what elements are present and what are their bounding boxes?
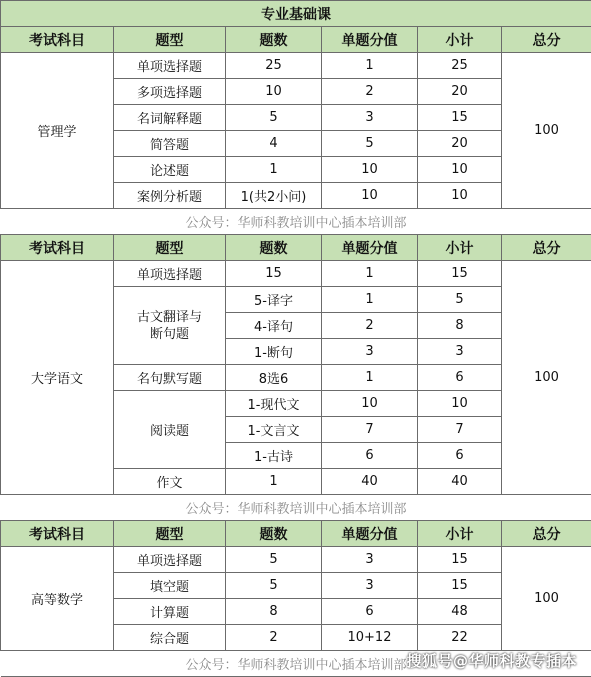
type-cell: 计算题 [114, 599, 226, 625]
subtotal-cell: 20 [418, 131, 502, 157]
subtotal-cell: 25 [418, 53, 502, 79]
notice-row [1, 495, 591, 521]
count-cell: 5 [226, 573, 322, 599]
header-score: 单题分值 [322, 521, 418, 547]
type-cell: 古文翻译与断句题 [114, 287, 226, 365]
subtotal-cell: 7 [418, 417, 502, 443]
notice-text: 公众号：华师科教培训中心插本培训部 [1, 651, 591, 677]
subtotal-cell: 22 [418, 625, 502, 651]
score-cell: 3 [322, 105, 418, 131]
header-row [1, 235, 591, 261]
count-cell: 2 [226, 625, 322, 651]
header-row [1, 521, 591, 547]
subtotal-cell: 6 [418, 443, 502, 469]
count-cell: 1-现代文 [226, 391, 322, 417]
subject-cell: 大学语文 [1, 261, 114, 495]
score-cell: 6 [322, 599, 418, 625]
header-type: 题型 [114, 27, 226, 53]
subtotal-cell: 15 [418, 547, 502, 573]
total-cell: 100 [502, 261, 591, 495]
count-cell: 4 [226, 131, 322, 157]
header-count: 题数 [226, 521, 322, 547]
subtotal-cell: 10 [418, 183, 502, 209]
header-subject: 考试科目 [1, 27, 114, 53]
count-cell: 1-文言文 [226, 417, 322, 443]
count-cell: 8选6 [226, 365, 322, 391]
header-subject: 考试科目 [1, 235, 114, 261]
header-row [1, 27, 591, 53]
count-cell: 1-古诗 [226, 443, 322, 469]
score-cell: 3 [322, 547, 418, 573]
type-cell: 多项选择题 [114, 79, 226, 105]
table-row [1, 261, 591, 287]
count-cell: 5 [226, 547, 322, 573]
header-subtotal: 小计 [418, 235, 502, 261]
score-cell: 1 [322, 53, 418, 79]
count-cell: 4-译句 [226, 313, 322, 339]
header-total: 总分 [502, 235, 591, 261]
total-cell: 100 [502, 53, 591, 209]
score-cell: 2 [322, 313, 418, 339]
header-type: 题型 [114, 521, 226, 547]
count-cell: 5-译字 [226, 287, 322, 313]
type-cell: 综合题 [114, 625, 226, 651]
score-cell: 1 [322, 261, 418, 287]
subtotal-cell: 40 [418, 469, 502, 495]
table-row [1, 547, 591, 573]
notice-text: 公众号：华师科教培训中心插本培训部 [1, 209, 591, 235]
notice-text: 公众号：华师科教培训中心插本培训部 [1, 495, 591, 521]
subtotal-cell: 10 [418, 391, 502, 417]
watermark-text: 搜狐号@华师科教专插本 [406, 652, 577, 670]
type-cell: 作文 [114, 469, 226, 495]
score-cell: 7 [322, 417, 418, 443]
subtotal-cell: 20 [418, 79, 502, 105]
score-cell: 6 [322, 443, 418, 469]
type-cell: 填空题 [114, 573, 226, 599]
header-score: 单题分值 [322, 235, 418, 261]
type-cell: 名词解释题 [114, 105, 226, 131]
type-cell: 阅读题 [114, 391, 226, 469]
score-cell: 3 [322, 573, 418, 599]
subject-cell: 高等数学 [1, 547, 114, 651]
header-subtotal: 小计 [418, 27, 502, 53]
score-cell: 1 [322, 365, 418, 391]
count-cell: 1(共2小问) [226, 183, 322, 209]
header-score: 单题分值 [322, 27, 418, 53]
subtotal-cell: 10 [418, 157, 502, 183]
subtotal-cell: 15 [418, 105, 502, 131]
header-count: 题数 [226, 27, 322, 53]
subtotal-cell: 6 [418, 365, 502, 391]
subject-cell: 管理学 [1, 53, 114, 209]
table-title: 专业基础课 [1, 1, 591, 27]
count-cell: 10 [226, 79, 322, 105]
score-cell: 10+12 [322, 625, 418, 651]
type-cell: 单项选择题 [114, 53, 226, 79]
count-cell: 1-断句 [226, 339, 322, 365]
table-row [1, 53, 591, 79]
count-cell: 1 [226, 469, 322, 495]
score-cell: 2 [322, 79, 418, 105]
subtotal-cell: 15 [418, 261, 502, 287]
count-cell: 5 [226, 105, 322, 131]
type-cell: 案例分析题 [114, 183, 226, 209]
total-cell: 100 [502, 547, 591, 651]
count-cell: 15 [226, 261, 322, 287]
type-cell: 名句默写题 [114, 365, 226, 391]
count-cell: 1 [226, 157, 322, 183]
type-cell: 单项选择题 [114, 261, 226, 287]
header-total: 总分 [502, 521, 591, 547]
subtotal-cell: 48 [418, 599, 502, 625]
subtotal-cell: 8 [418, 313, 502, 339]
header-count: 题数 [226, 235, 322, 261]
score-cell: 10 [322, 157, 418, 183]
subtotal-cell: 3 [418, 339, 502, 365]
subtotal-cell: 15 [418, 573, 502, 599]
type-cell: 论述题 [114, 157, 226, 183]
score-cell: 5 [322, 131, 418, 157]
score-cell: 10 [322, 183, 418, 209]
score-cell: 10 [322, 391, 418, 417]
subtotal-cell: 5 [418, 287, 502, 313]
count-cell: 25 [226, 53, 322, 79]
type-cell: 单项选择题 [114, 547, 226, 573]
score-cell: 1 [322, 287, 418, 313]
type-cell: 简答题 [114, 131, 226, 157]
header-subject: 考试科目 [1, 521, 114, 547]
header-subtotal: 小计 [418, 521, 502, 547]
header-total: 总分 [502, 27, 591, 53]
score-cell: 3 [322, 339, 418, 365]
count-cell: 8 [226, 599, 322, 625]
header-type: 题型 [114, 235, 226, 261]
score-cell: 40 [322, 469, 418, 495]
notice-row [1, 209, 591, 235]
